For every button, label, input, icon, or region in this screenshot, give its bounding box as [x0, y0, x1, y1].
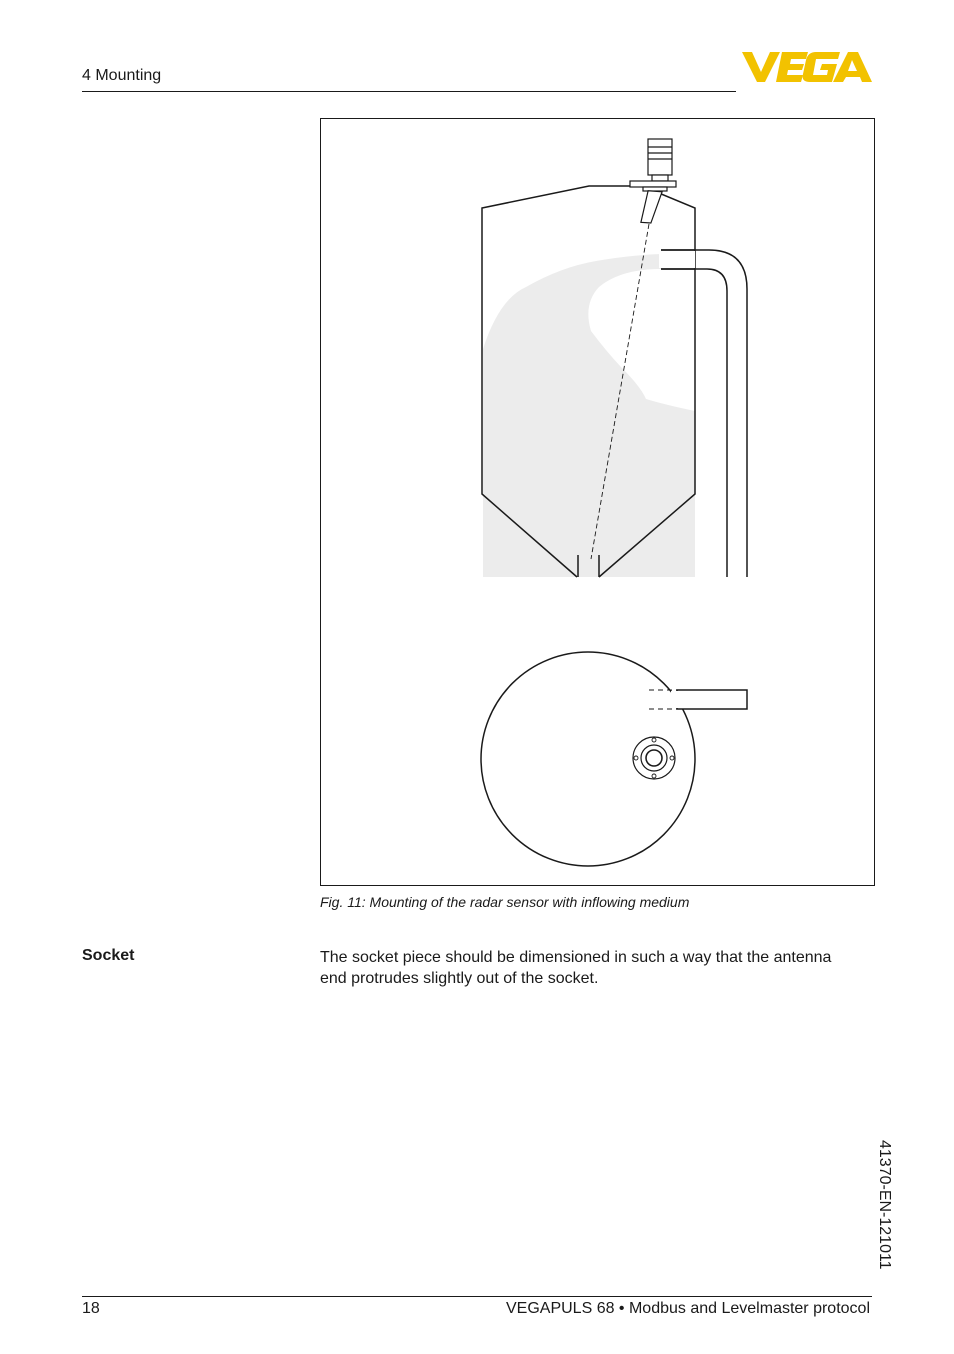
horn-antenna	[641, 190, 662, 223]
figure-frame	[320, 118, 875, 886]
figure-caption: Fig. 11: Mounting of the radar sensor with inflowing medium	[320, 894, 690, 910]
sensor-top-view	[633, 737, 675, 779]
section-heading: Socket	[82, 947, 135, 964]
vega-logo	[742, 50, 874, 84]
body-paragraph: The socket piece should be dimensioned in such a way that the antenna end protrudes slightly out of the socket.	[320, 949, 832, 987]
footer-title: VEGAPULS 68 • Modbus and Levelmaster protocol	[505, 1300, 870, 1317]
document-id: 41370-EN-121011	[876, 1140, 893, 1270]
sensor-housing	[648, 139, 672, 175]
header-rule	[82, 91, 736, 92]
mounting-illustration	[321, 119, 876, 887]
pipe-top-view	[677, 690, 747, 709]
sensor-flange	[630, 181, 676, 187]
radar-sensor	[630, 139, 676, 224]
sensor-neck	[652, 175, 668, 181]
page-number: 18	[82, 1300, 100, 1317]
pipe-wall-mask	[659, 251, 695, 268]
section-label: 4 Mounting	[82, 67, 162, 84]
bulk-material	[483, 254, 695, 577]
footer-rule	[82, 1296, 872, 1297]
